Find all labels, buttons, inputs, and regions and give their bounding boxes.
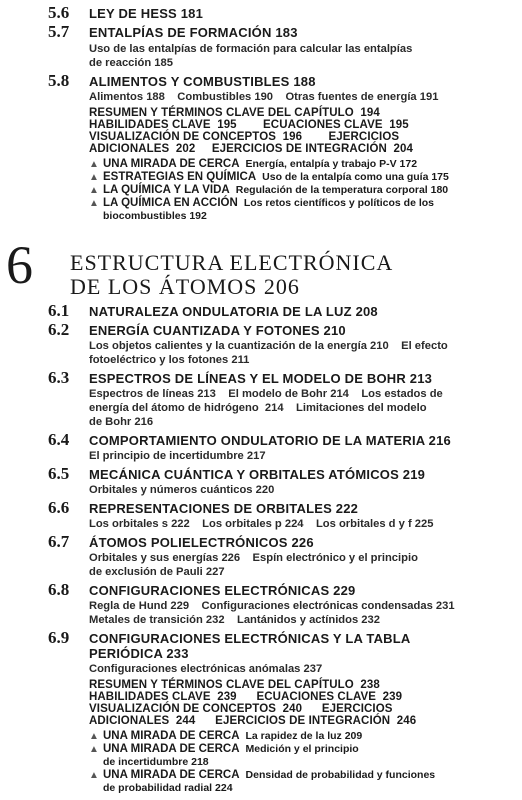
subsection-line: Regla de Hund 229 Configuraciones electrónicas condensadas 231 — [89, 600, 455, 612]
feature-box-entry: ▲ UNA MIRADA DE CERCA Medición y el principio — [89, 743, 359, 755]
chapter-title-line: ESTRUCTURA ELECTRÓNICA — [70, 250, 394, 275]
triangle-icon: ▲ — [89, 731, 99, 742]
chapter-number: 6 — [6, 235, 33, 295]
section-number: 5.6 — [48, 3, 70, 22]
section-title: ENTALPÍAS DE FORMACIÓN 183 — [89, 25, 298, 40]
section-title: CONFIGURACIONES ELECTRÓNICAS 229 — [89, 583, 356, 598]
section-number: 6.7 — [48, 532, 70, 551]
chapter-title-line: DE LOS ÁTOMOS 206 — [70, 274, 300, 299]
section-number: 5.8 — [48, 71, 70, 90]
subsection-line: de exclusión de Pauli 227 — [89, 566, 225, 578]
section-title: CONFIGURACIONES ELECTRÓNICAS Y LA TABLA — [89, 631, 411, 646]
subsection-line: Espectros de líneas 213 El modelo de Bohr 214 Los estados de — [89, 388, 443, 400]
summary-line: HABILIDADES CLAVE 239 ECUACIONES CLAVE 239 — [89, 691, 403, 703]
section-number: 6.2 — [48, 320, 70, 339]
subsection-line: de reacción 185 — [89, 57, 173, 69]
triangle-icon: ▲ — [89, 185, 99, 196]
feature-box-entry: ▲ LA QUÍMICA EN ACCIÓN Los retos científicos y políticos de los — [89, 197, 435, 209]
triangle-icon: ▲ — [89, 172, 99, 183]
section-title: MECÁNICA CUÁNTICA Y ORBITALES ATÓMICOS 219 — [89, 467, 426, 482]
subsection-line: fotoeléctrico y los fotones 211 — [89, 354, 250, 366]
section-title: ALIMENTOS Y COMBUSTIBLES 188 — [89, 74, 316, 89]
feature-box-continuation: biocombustibles 192 — [103, 210, 207, 222]
summary-line: VISUALIZACIÓN DE CONCEPTOS 240 EJERCICIOS — [89, 703, 393, 715]
section-title: REPRESENTACIONES DE ORBITALES 222 — [89, 501, 359, 516]
section-number: 6.1 — [48, 301, 70, 320]
summary-line: RESUMEN Y TÉRMINOS CLAVE DEL CAPÍTULO 238 — [89, 679, 380, 691]
section-title: LEY DE HESS 181 — [89, 6, 204, 21]
subsection-line: energía del átomo de hidrógeno 214 Limitaciones del modelo — [89, 402, 427, 414]
summary-line: HABILIDADES CLAVE 195 ECUACIONES CLAVE 195 — [89, 119, 409, 131]
section-title: COMPORTAMIENTO ONDULATORIO DE LA MATERIA 216 — [89, 433, 451, 448]
section-number: 6.3 — [48, 368, 70, 387]
summary-line: ADICIONALES 202 EJERCICIOS DE INTEGRACIÓN 204 — [89, 143, 413, 155]
subsection-line: Metales de transición 232 Lantánidos y actínidos 232 — [89, 614, 380, 626]
subsection-line: Configuraciones electrónicas anómalas 237 — [89, 663, 323, 675]
subsection-line: Alimentos 188 Combustibles 190 Otras fuentes de energía 191 — [89, 91, 439, 103]
triangle-icon: ▲ — [89, 159, 99, 170]
section-title: NATURALEZA ONDULATORIA DE LA LUZ 208 — [89, 304, 378, 319]
feature-box-entry: ▲ UNA MIRADA DE CERCA Energía, entalpía y trabajo P-V 172 — [89, 158, 418, 170]
feature-box-entry: ▲ UNA MIRADA DE CERCA Densidad de probabilidad y funciones — [89, 769, 436, 781]
subsection-line: Orbitales y sus energías 226 Espín electrónico y el principio — [89, 552, 418, 564]
section-number: 6.8 — [48, 580, 70, 599]
summary-line: ADICIONALES 244 EJERCICIOS DE INTEGRACIÓN 246 — [89, 715, 417, 727]
feature-box-entry: ▲ LA QUÍMICA Y LA VIDA Regulación de la temperatura corporal 180 — [89, 184, 449, 196]
feature-box-entry: ▲ UNA MIRADA DE CERCA La rapidez de la luz 209 — [89, 730, 363, 742]
subsection-line: El principio de incertidumbre 217 — [89, 450, 266, 462]
section-title: ENERGÍA CUANTIZADA Y FOTONES 210 — [89, 323, 346, 338]
section-title: ESPECTROS DE LÍNEAS Y EL MODELO DE BOHR 213 — [89, 371, 433, 386]
section-title-continuation: PERIÓDICA 233 — [89, 646, 189, 661]
subsection-line: Los orbitales s 222 Los orbitales p 224 Los orbitales d y f 225 — [89, 518, 434, 530]
triangle-icon: ▲ — [89, 198, 99, 209]
section-number: 6.6 — [48, 498, 70, 517]
triangle-icon: ▲ — [89, 744, 99, 755]
feature-box-entry: ▲ ESTRATEGIAS EN QUÍMICA Uso de la entalpía como una guía 175 — [89, 171, 449, 183]
section-number: 6.5 — [48, 464, 70, 483]
chapter-title — [70, 251, 393, 299]
triangle-icon: ▲ — [89, 770, 99, 781]
summary-line: VISUALIZACIÓN DE CONCEPTOS 196 EJERCICIOS — [89, 131, 400, 143]
feature-box-continuation: de incertidumbre 218 — [103, 756, 209, 768]
subsection-line: de Bohr 216 — [89, 416, 154, 428]
section-number: 5.7 — [48, 22, 70, 41]
summary-line: RESUMEN Y TÉRMINOS CLAVE DEL CAPÍTULO 194 — [89, 107, 380, 119]
section-title: ÁTOMOS POLIELECTRÓNICOS 226 — [89, 535, 314, 550]
section-number: 6.9 — [48, 628, 70, 647]
subsection-line: Uso de las entalpías de formación para calcular las entalpías — [89, 43, 413, 55]
feature-box-continuation: de probabilidad radial 224 — [103, 782, 233, 794]
subsection-line: Los objetos calientes y la cuantización de la energía 210 El efecto — [89, 340, 448, 352]
subsection-line: Orbitales y números cuánticos 220 — [89, 484, 275, 496]
section-number: 6.4 — [48, 430, 70, 449]
